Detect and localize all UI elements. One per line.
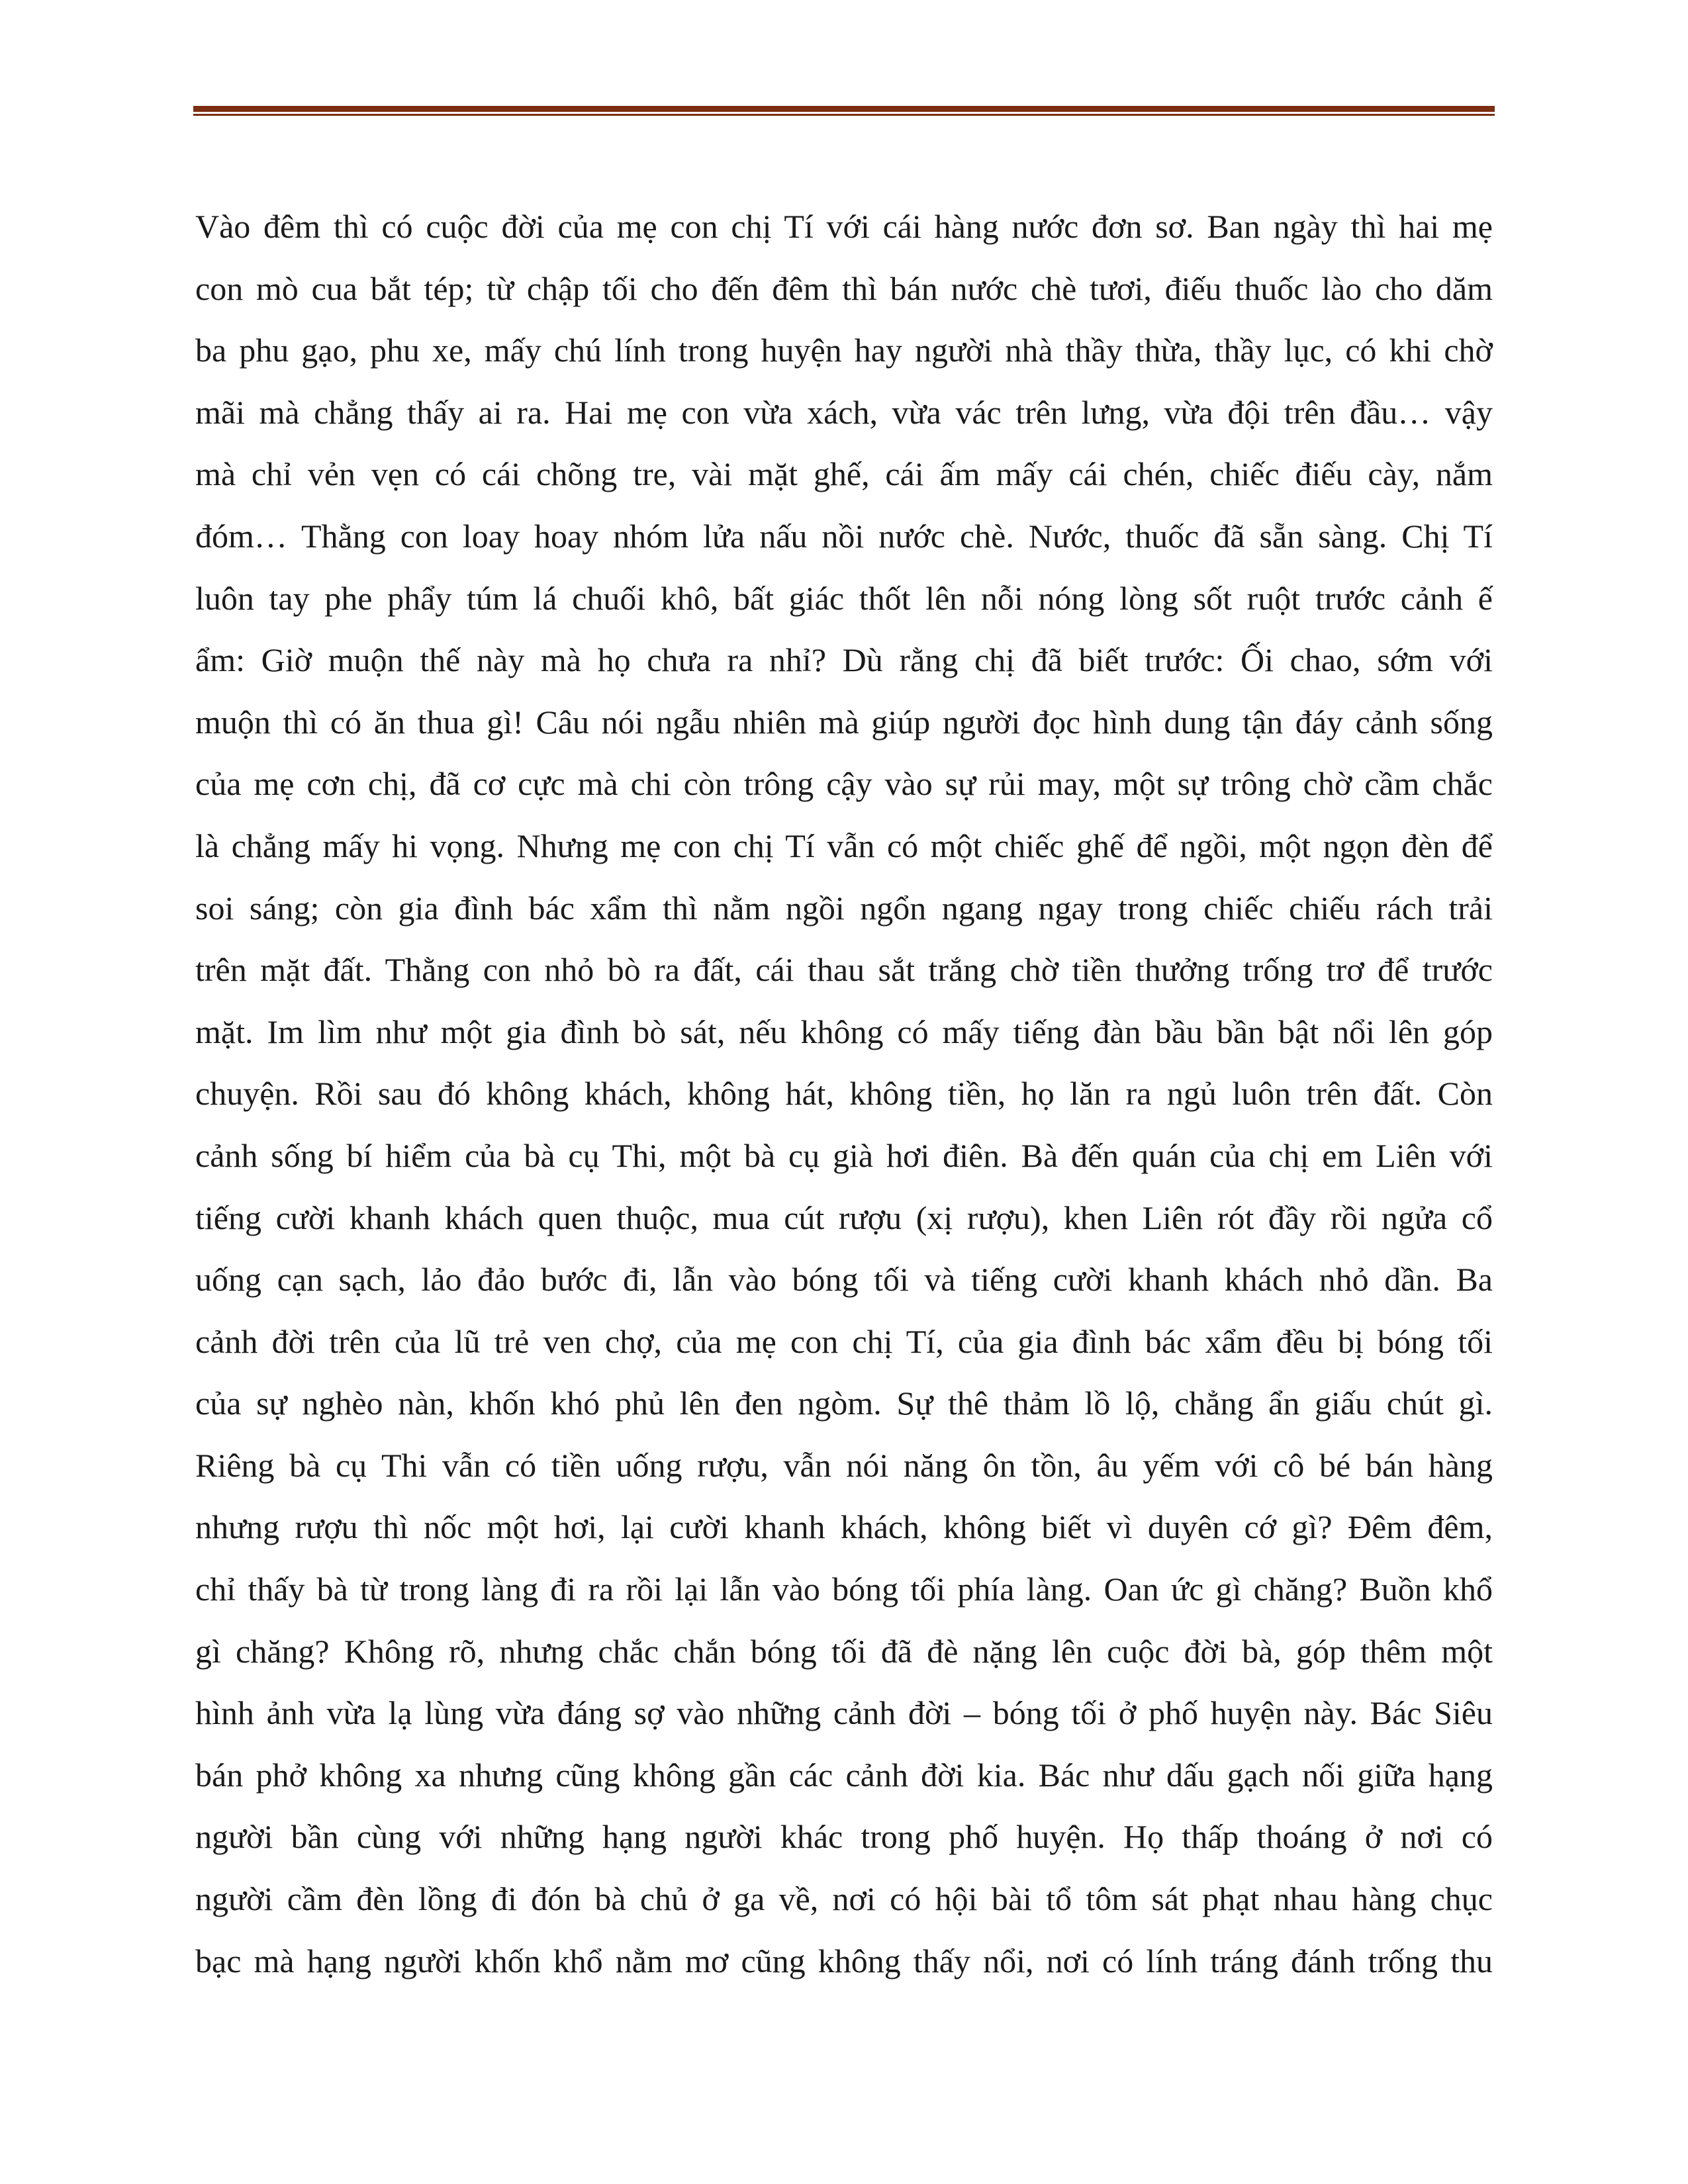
text-line: cảnh sống bí hiểm của bà cụ Thi, một bà cụ già hơi điên. Bà đến quán của chị em Liên với <box>195 1136 1493 1174</box>
text-line: Vào đêm thì có cuộc đời của mẹ con chị Tí với cái hàng nước đơn sơ. Ban ngày thì hai mẹ <box>195 208 1493 245</box>
text-line: luôn tay phe phẩy túm lá chuối khô, bất giác thốt lên nỗi nóng lòng sốt ruột trước cảnh ế <box>195 579 1493 617</box>
header-rule <box>193 106 1495 116</box>
text-line: chuyện. Rồi sau đó không khách, không hát, không tiền, họ lăn ra ngủ luôn trên đất. Còn <box>195 1075 1493 1113</box>
header-rule-thin <box>193 114 1495 116</box>
text-line: uống cạn sạch, lảo đảo bước đi, lẫn vào bóng tối và tiếng cười khanh khách nhỏ dần. Ba <box>195 1261 1493 1298</box>
text-line: bạc mà hạng người khốn khổ nằm mơ cũng không thấy nổi, nơi có lính tráng đánh trống thu <box>195 1942 1493 1979</box>
text-line: bán phở không xa nhưng cũng không gần các cảnh đời kia. Bác như dấu gạch nối giữa hạng <box>195 1756 1493 1794</box>
text-line: gì chăng? Không rõ, nhưng chắc chắn bóng tối đã đè nặng lên cuộc đời bà, góp thêm một <box>195 1632 1493 1670</box>
text-line: người bần cùng với những hạng người khác trong phố huyện. Họ thấp thoáng ở nơi có <box>195 1818 1493 1856</box>
text-line: của sự nghèo nàn, khốn khó phủ lên đen ngòm. Sự thê thảm lồ lộ, chẳng ẩn giấu chút gì. <box>195 1385 1493 1422</box>
text-line: chỉ thấy bà từ trong làng đi ra rồi lại lẫn vào bóng tối phía làng. Oan ức gì chăng? Buồn khổ <box>195 1570 1493 1608</box>
text-line: tiếng cười khanh khách quen thuộc, mua cút rượu (xị rượu), khen Liên rót đầy rồi ngửa cổ <box>195 1199 1493 1236</box>
text-line: người cầm đèn lồng đi đón bà chủ ở ga về, nơi có hội bài tổ tôm sát phạt nhau hàng chục <box>195 1880 1493 1918</box>
text-line: cảnh đời trên của lũ trẻ ven chợ, của mẹ con chị Tí, của gia đình bác xẩm đều bị bóng tối <box>195 1322 1493 1360</box>
text-line: nhưng rượu thì nốc một hơi, lại cười khanh khách, không biết vì duyên cớ gì? Đêm đêm, <box>195 1508 1493 1546</box>
text-line: Riêng bà cụ Thi vẫn có tiền uống rượu, vẫn nói năng ôn tồn, âu yếm với cô bé bán hàng <box>195 1446 1493 1484</box>
text-line: trên mặt đất. Thằng con nhỏ bò ra đất, cái thau sắt trắng chờ tiền thưởng trống trơ để trước <box>195 951 1493 989</box>
text-line: hình ảnh vừa lạ lùng vừa đáng sợ vào những cảnh đời – bóng tối ở phố huyện này. Bác Siêu <box>195 1694 1493 1732</box>
text-line: con mò cua bắt tép; từ chập tối cho đến đêm thì bán nước chè tươi, điếu thuốc lào cho dăm <box>195 269 1493 307</box>
text-line: muộn thì có ăn thua gì! Câu nói ngẫu nhiên mà giúp người đọc hình dung tận đáy cảnh sống <box>195 703 1493 741</box>
text-line: ba phu gạo, phu xe, mấy chú lính trong huyện hay người nhà thầy thừa, thầy lục, có khi chờ <box>195 332 1493 369</box>
text-line: đóm… Thằng con loay hoay nhóm lửa nấu nồi nước chè. Nước, thuốc đã sẵn sàng. Chị Tí <box>195 517 1493 555</box>
text-line: mặt. Im lìm như một gia đình bò sát, nếu không có mấy tiếng đàn bầu bần bật nổi lên góp <box>195 1013 1493 1050</box>
text-line: ẩm: Giờ muộn thế này mà họ chưa ra nhỉ? Dù rằng chị đã biết trước: Ối chao, sớm với <box>195 641 1493 679</box>
body-paragraph <box>195 196 1493 1992</box>
text-line: của mẹ cơn chị, đã cơ cực mà chi còn trông cậy vào sự rủi may, một sự trông chờ cầm chắc <box>195 765 1493 803</box>
text-line: soi sáng; còn gia đình bác xẩm thì nằm ngồi ngổn ngang ngay trong chiếc chiếu rách trải <box>195 889 1493 927</box>
text-line: mãi mà chẳng thấy ai ra. Hai mẹ con vừa xách, vừa vác trên lưng, vừa đội trên đầu… vậy <box>195 393 1493 431</box>
header-rule-thick <box>193 106 1495 112</box>
text-line: mà chỉ vẻn vẹn có cái chõng tre, vài mặt ghế, cái ấm mấy cái chén, chiếc điếu cày, nắm <box>195 455 1493 493</box>
text-line: là chẳng mấy hi vọng. Nhưng mẹ con chị Tí vẫn có một chiếc ghế để ngồi, một ngọn đèn để <box>195 827 1493 864</box>
